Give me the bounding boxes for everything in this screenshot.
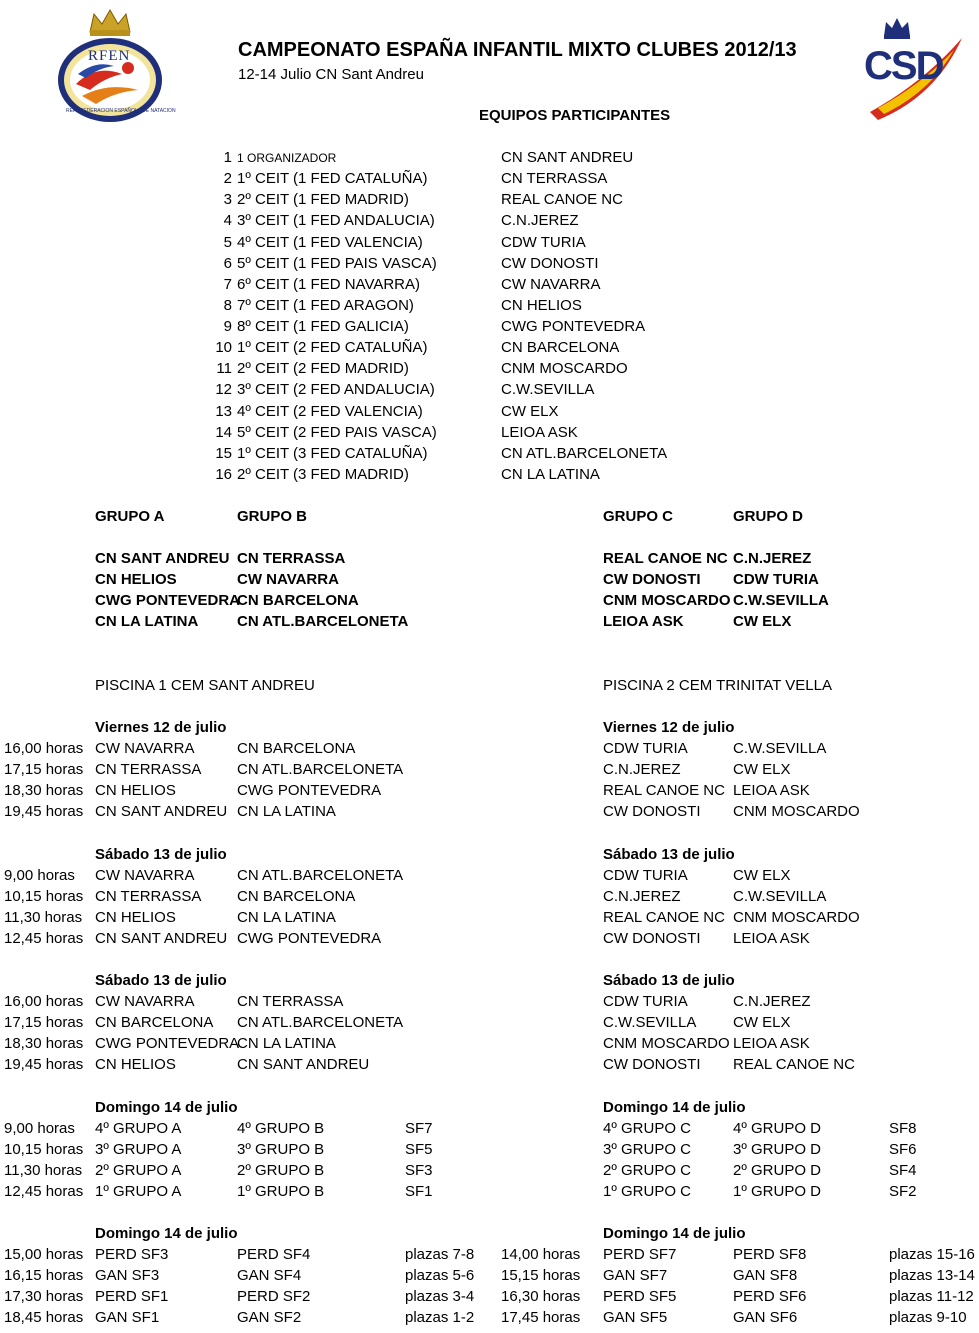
match-home: C.W.SEVILLA [603, 1014, 697, 1031]
participant-number: 5 [223, 234, 232, 251]
match-time: 12,45 horas [4, 930, 84, 947]
match-home: GAN SF5 [603, 1309, 668, 1326]
match-time: 11,30 horas [4, 909, 83, 926]
participant-qualification: 2º CEIT (3 FED MADRID) [237, 466, 409, 483]
page-subtitle: 12-14 Julio CN Sant Andreu [238, 66, 424, 83]
match-away: 3º GRUPO D [733, 1141, 821, 1158]
match-home: 1º GRUPO C [603, 1183, 691, 1200]
match-away: CW ELX [733, 1014, 791, 1031]
match-note: plazas 1-2 [405, 1309, 475, 1326]
match-home: CN SANT ANDREU [95, 930, 228, 947]
participant-team: CN HELIOS [501, 297, 582, 314]
participant-number: 7 [223, 276, 232, 293]
match-home: CDW TURIA [603, 867, 688, 884]
match-away: GAN SF4 [237, 1267, 302, 1284]
group-d-label: GRUPO D [733, 508, 804, 525]
participant-team: CN LA LATINA [501, 466, 600, 483]
match-away: PERD SF4 [237, 1246, 311, 1263]
participant-qualification: 1 ORGANIZADOR [237, 151, 337, 165]
group-d-team: CW ELX [733, 613, 792, 630]
match-home: 2º GRUPO A [95, 1162, 182, 1179]
participant-number: 1 [223, 149, 232, 166]
match-home: CDW TURIA [603, 993, 688, 1010]
match-home: CW NAVARRA [95, 993, 195, 1010]
match-away: C.W.SEVILLA [733, 888, 827, 905]
match-home: CW NAVARRA [95, 867, 195, 884]
match-home: CN TERRASSA [95, 888, 202, 905]
match-home: 1º GRUPO A [95, 1183, 182, 1200]
group-b-team: CN TERRASSA [237, 550, 346, 567]
match-note: SF3 [405, 1162, 433, 1179]
rfen-logo [52, 4, 176, 124]
participant-number: 14 [215, 424, 232, 441]
crown-icon [90, 10, 130, 36]
match-home: CN HELIOS [95, 782, 176, 799]
match-away: GAN SF2 [237, 1309, 302, 1326]
match-away: CN ATL.BARCELONETA [237, 867, 404, 884]
match-away: GAN SF6 [733, 1309, 798, 1326]
match-away: CN LA LATINA [237, 803, 336, 820]
match-home: PERD SF7 [603, 1246, 677, 1263]
match-note: plazas 7-8 [405, 1246, 475, 1263]
match-time: 12,45 horas [4, 1183, 84, 1200]
group-b-team: CW NAVARRA [237, 571, 339, 588]
match-away: LEIOA ASK [733, 782, 810, 799]
match-note: SF5 [405, 1141, 433, 1158]
participant-team: CNM MOSCARDO [501, 360, 628, 377]
match-note: SF7 [405, 1120, 433, 1137]
participant-team: CW NAVARRA [501, 276, 601, 293]
csd-logo [864, 12, 964, 124]
participant-team: CN TERRASSA [501, 170, 608, 187]
participant-number: 16 [215, 466, 232, 483]
match-note: SF2 [889, 1183, 917, 1200]
group-b-label: GRUPO B [237, 508, 308, 525]
match-time: 10,15 horas [4, 1141, 84, 1158]
match-away: CN TERRASSA [237, 993, 344, 1010]
participant-qualification: 1º CEIT (1 FED CATALUÑA) [237, 170, 428, 187]
match-away: CWG PONTEVEDRA [237, 930, 382, 947]
match-away: C.W.SEVILLA [733, 740, 827, 757]
match-time: 18,30 horas [4, 782, 84, 799]
csd-logo-text: CSD [864, 44, 943, 88]
match-time: 15,00 horas [4, 1246, 84, 1263]
group-a-team: CN HELIOS [95, 571, 177, 588]
participant-qualification: 3º CEIT (1 FED ANDALUCIA) [237, 212, 435, 229]
match-away: CW ELX [733, 867, 791, 884]
pool2-day-heading: Domingo 14 de julio [603, 1225, 746, 1242]
match-time: 18,30 horas [4, 1035, 84, 1052]
group-a-label: GRUPO A [95, 508, 165, 525]
group-c-team: CW DONOSTI [603, 571, 701, 588]
participant-number: 15 [215, 445, 232, 462]
match-time: 9,00 horas [4, 1120, 75, 1137]
match-note: plazas 3-4 [405, 1288, 475, 1305]
match-away: CW ELX [733, 761, 791, 778]
match-home: REAL CANOE NC [603, 782, 725, 799]
match-away: 2º GRUPO B [237, 1162, 325, 1179]
pool1-title: PISCINA 1 CEM SANT ANDREU [95, 677, 315, 694]
match-home: CW DONOSTI [603, 1056, 701, 1073]
match-away: CN ATL.BARCELONETA [237, 761, 404, 778]
participant-number: 11 [216, 360, 232, 377]
match-home: CN BARCELONA [95, 1014, 214, 1031]
participant-team: CN SANT ANDREU [501, 149, 634, 166]
group-c-team: REAL CANOE NC [603, 550, 728, 567]
participant-qualification: 1º CEIT (3 FED CATALUÑA) [237, 445, 428, 462]
participant-number: 10 [215, 339, 232, 356]
rfen-logo-text: RFEN [88, 48, 131, 64]
group-c-team: CNM MOSCARDO [603, 592, 731, 609]
rfen-logo-ring-text: REAL FEDERACION ESPAÑOLA DE NATACION [66, 108, 176, 114]
match-home: CW DONOSTI [603, 930, 701, 947]
match-time: 11,30 horas [4, 1162, 83, 1179]
match-time: 17,45 horas [501, 1309, 581, 1326]
match-time: 19,45 horas [4, 803, 84, 820]
pool1-day-heading: Sábado 13 de julio [95, 972, 227, 989]
participant-number: 2 [223, 170, 232, 187]
match-home: 4º GRUPO A [95, 1120, 182, 1137]
participant-number: 8 [223, 297, 232, 314]
match-away: 4º GRUPO B [237, 1120, 325, 1137]
match-time: 16,15 horas [4, 1267, 84, 1284]
participant-qualification: 1º CEIT (2 FED CATALUÑA) [237, 339, 428, 356]
match-time: 15,15 horas [501, 1267, 581, 1284]
match-home: CN HELIOS [95, 909, 176, 926]
pool2-day-heading: Sábado 13 de julio [603, 846, 735, 863]
participant-number: 13 [215, 403, 232, 420]
match-note: SF8 [889, 1120, 917, 1137]
participant-qualification: 2º CEIT (1 FED MADRID) [237, 191, 409, 208]
participant-team: CN ATL.BARCELONETA [501, 445, 668, 462]
match-home: PERD SF3 [95, 1246, 169, 1263]
match-away: LEIOA ASK [733, 1035, 810, 1052]
match-note: plazas 9-10 [889, 1309, 967, 1326]
match-away: C.N.JEREZ [733, 993, 811, 1010]
match-time: 17,15 horas [4, 761, 84, 778]
participant-team: CW DONOSTI [501, 255, 599, 272]
pool1-day-heading: Sábado 13 de julio [95, 846, 227, 863]
group-c-team: LEIOA ASK [603, 613, 684, 630]
match-time: 10,15 horas [4, 888, 84, 905]
match-note: SF1 [405, 1183, 433, 1200]
match-home: CW DONOSTI [603, 803, 701, 820]
pool2-day-heading: Sábado 13 de julio [603, 972, 735, 989]
match-time: 14,00 horas [501, 1246, 581, 1263]
participant-team: REAL CANOE NC [501, 191, 623, 208]
group-d-team: CDW TURIA [733, 571, 819, 588]
participant-qualification: 6º CEIT (1 FED NAVARRA) [237, 276, 421, 293]
match-home: C.N.JEREZ [603, 761, 681, 778]
group-b-team: CN ATL.BARCELONETA [237, 613, 409, 630]
match-home: REAL CANOE NC [603, 909, 725, 926]
pool1-day-heading: Domingo 14 de julio [95, 1099, 238, 1116]
match-away: PERD SF6 [733, 1288, 807, 1305]
match-away: CNM MOSCARDO [733, 803, 860, 820]
match-home: 3º GRUPO C [603, 1141, 691, 1158]
section-title: EQUIPOS PARTICIPANTES [479, 107, 671, 124]
group-c-label: GRUPO C [603, 508, 674, 525]
participant-number: 9 [223, 318, 232, 335]
match-away: 4º GRUPO D [733, 1120, 821, 1137]
participant-team: C.W.SEVILLA [501, 381, 595, 398]
match-away: CN BARCELONA [237, 888, 356, 905]
match-home: CWG PONTEVEDRA [95, 1035, 240, 1052]
participant-team: C.N.JEREZ [501, 212, 579, 229]
match-time: 16,30 horas [501, 1288, 581, 1305]
group-a-team: CWG PONTEVEDRA [95, 592, 241, 609]
participant-qualification: 4º CEIT (1 FED VALENCIA) [237, 234, 423, 251]
match-away: REAL CANOE NC [733, 1056, 855, 1073]
participant-qualification: 5º CEIT (2 FED PAIS VASCA) [237, 424, 437, 441]
match-home: C.N.JEREZ [603, 888, 681, 905]
match-away: CNM MOSCARDO [733, 909, 860, 926]
group-d-team: C.W.SEVILLA [733, 592, 829, 609]
match-away: CN ATL.BARCELONETA [237, 1014, 404, 1031]
participant-team: CN BARCELONA [501, 339, 620, 356]
pool2-day-heading: Domingo 14 de julio [603, 1099, 746, 1116]
match-time: 9,00 horas [4, 867, 75, 884]
match-home: 4º GRUPO C [603, 1120, 691, 1137]
match-home: 3º GRUPO A [95, 1141, 182, 1158]
match-away: CN LA LATINA [237, 909, 336, 926]
match-home: PERD SF5 [603, 1288, 677, 1305]
match-away: PERD SF8 [733, 1246, 807, 1263]
match-home: 2º GRUPO C [603, 1162, 691, 1179]
match-away: CN SANT ANDREU [237, 1056, 370, 1073]
participant-qualification: 8º CEIT (1 FED GALICIA) [237, 318, 409, 335]
match-note: plazas 13-14 [889, 1267, 975, 1284]
participant-team: CW ELX [501, 403, 559, 420]
participant-qualification: 7º CEIT (1 FED ARAGON) [237, 297, 414, 314]
participant-number: 6 [223, 255, 232, 272]
match-note: plazas 5-6 [405, 1267, 475, 1284]
match-home: CN SANT ANDREU [95, 803, 228, 820]
match-away: CN LA LATINA [237, 1035, 336, 1052]
group-a-team: CN LA LATINA [95, 613, 199, 630]
match-time: 17,30 horas [4, 1288, 84, 1305]
match-away: 1º GRUPO D [733, 1183, 821, 1200]
match-time: 16,00 horas [4, 993, 84, 1010]
match-away: PERD SF2 [237, 1288, 311, 1305]
match-away: GAN SF8 [733, 1267, 798, 1284]
match-home: CDW TURIA [603, 740, 688, 757]
participant-team: LEIOA ASK [501, 424, 578, 441]
match-away: 2º GRUPO D [733, 1162, 821, 1179]
pool1-day-heading: Domingo 14 de julio [95, 1225, 238, 1242]
match-note: plazas 15-16 [889, 1246, 975, 1263]
match-away: 1º GRUPO B [237, 1183, 325, 1200]
match-home: GAN SF1 [95, 1309, 160, 1326]
match-home: CN TERRASSA [95, 761, 202, 778]
group-a-team: CN SANT ANDREU [95, 550, 230, 567]
match-note: SF6 [889, 1141, 917, 1158]
match-home: GAN SF7 [603, 1267, 668, 1284]
match-time: 19,45 horas [4, 1056, 84, 1073]
group-b-team: CN BARCELONA [237, 592, 359, 609]
crown-icon [884, 18, 910, 39]
match-note: plazas 11-12 [889, 1288, 974, 1305]
match-time: 17,15 horas [4, 1014, 84, 1031]
participant-qualification: 2º CEIT (2 FED MADRID) [237, 360, 409, 377]
pool1-day-heading: Viernes 12 de julio [95, 719, 227, 736]
match-home: CW NAVARRA [95, 740, 195, 757]
match-away: 3º GRUPO B [237, 1141, 325, 1158]
match-home: CNM MOSCARDO [603, 1035, 730, 1052]
match-home: PERD SF1 [95, 1288, 169, 1305]
participant-qualification: 5º CEIT (1 FED PAIS VASCA) [237, 255, 437, 272]
match-time: 18,45 horas [4, 1309, 84, 1326]
participant-team: CDW TURIA [501, 234, 586, 251]
participant-qualification: 4º CEIT (2 FED VALENCIA) [237, 403, 423, 420]
match-time: 16,00 horas [4, 740, 84, 757]
participant-qualification: 3º CEIT (2 FED ANDALUCIA) [237, 381, 435, 398]
participant-team: CWG PONTEVEDRA [501, 318, 646, 335]
match-note: SF4 [889, 1162, 917, 1179]
pool2-title: PISCINA 2 CEM TRINITAT VELLA [603, 677, 832, 694]
pool2-day-heading: Viernes 12 de julio [603, 719, 735, 736]
match-away: LEIOA ASK [733, 930, 810, 947]
participant-number: 3 [223, 191, 232, 208]
page-title: CAMPEONATO ESPAÑA INFANTIL MIXTO CLUBES 2012/13 [238, 39, 797, 61]
match-home: CN HELIOS [95, 1056, 176, 1073]
match-away: CWG PONTEVEDRA [237, 782, 382, 799]
group-d-team: C.N.JEREZ [733, 550, 812, 567]
participant-number: 4 [223, 212, 232, 229]
match-home: GAN SF3 [95, 1267, 160, 1284]
participant-number: 12 [215, 381, 232, 398]
match-away: CN BARCELONA [237, 740, 356, 757]
